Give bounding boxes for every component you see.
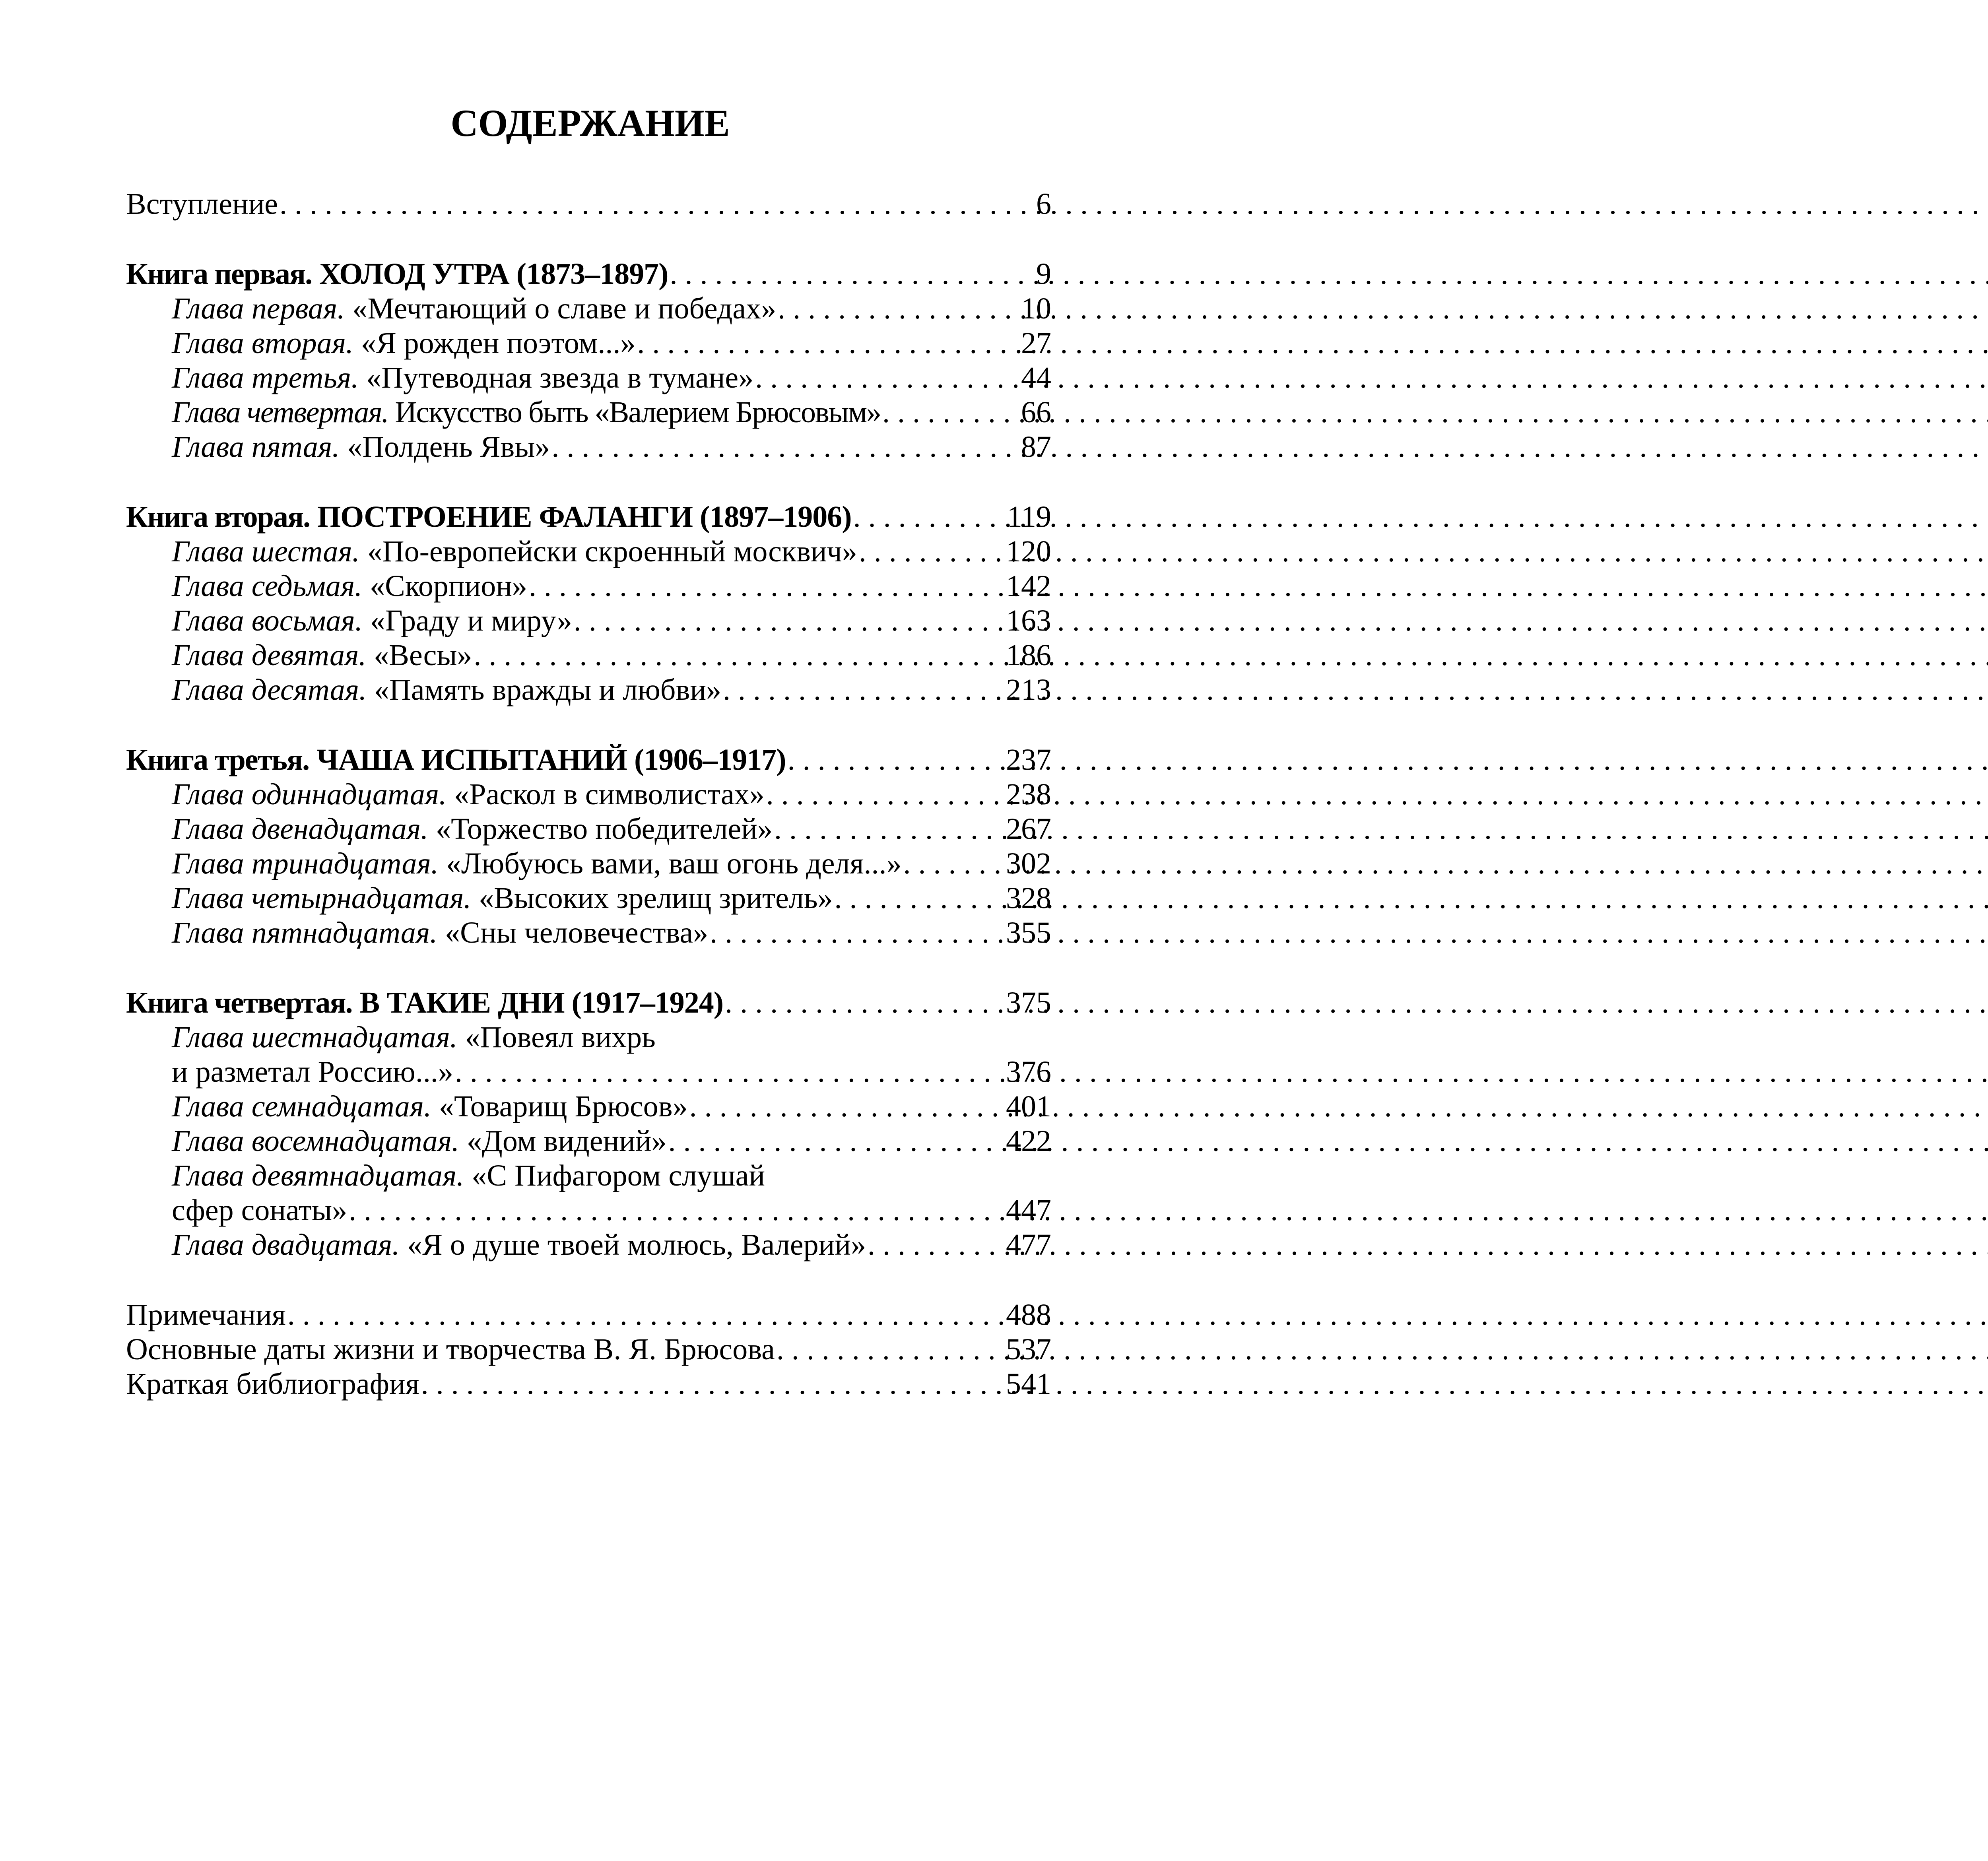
book-heading xyxy=(126,743,786,777)
book-label: Книга четвертая. xyxy=(126,986,352,1019)
dot-leader xyxy=(637,326,949,361)
toc-entry-book[interactable] xyxy=(126,743,1051,777)
chapter-title-cont: сфер сонаты» xyxy=(172,1193,348,1227)
chapter-title: «Высоких зрелищ зритель» xyxy=(479,881,833,915)
toc-entry-chapter[interactable] xyxy=(126,430,1051,464)
chapter-title: «Мечтающий о славе и победах» xyxy=(352,292,777,325)
page-number: 44 xyxy=(1021,361,1051,394)
dot-leader xyxy=(574,604,949,638)
dot-leader xyxy=(777,1332,949,1367)
book-title: ХОЛОД УТРА (1873–1897) xyxy=(319,257,668,291)
dot-leader xyxy=(725,986,949,1020)
chapter-title: Искусство быть «Валерием Брюсовым» xyxy=(395,396,881,429)
dot-leader xyxy=(670,257,949,291)
dot-leader xyxy=(903,846,949,881)
chapter-heading xyxy=(172,1228,866,1262)
book-label: Книга третья. xyxy=(126,743,309,776)
chapter-title: «Любуюсь вами, ваш огонь деля...» xyxy=(446,847,902,880)
toc-entry-chapter[interactable] xyxy=(126,534,1051,569)
page-number: 401 xyxy=(1006,1090,1051,1123)
chapter-heading xyxy=(172,1089,688,1124)
page-number: 376 xyxy=(1006,1055,1051,1089)
chapter-heading xyxy=(172,569,527,604)
toc-entry-intro[interactable] xyxy=(126,187,1051,221)
chapter-heading xyxy=(172,1020,656,1055)
table-of-contents xyxy=(126,187,1051,1401)
toc-entry-chapter[interactable] xyxy=(126,395,1051,430)
chapter-title: «Скорпион» xyxy=(370,569,527,603)
chapter-label: Глава пятая. xyxy=(172,430,340,464)
dot-leader xyxy=(788,743,949,777)
page-number: 541 xyxy=(1006,1367,1051,1401)
chapter-title: «Повеял вихрь xyxy=(465,1021,656,1054)
page-title: СОДЕРЖАНИЕ xyxy=(450,102,730,144)
chapter-title: «С Пифагором слушай xyxy=(472,1159,765,1192)
chapter-heading xyxy=(172,1159,765,1193)
toc-entry-chapter[interactable] xyxy=(126,916,1051,950)
page-number: 422 xyxy=(1006,1124,1051,1158)
chapter-heading xyxy=(172,534,857,569)
chapter-label: Глава шестая. xyxy=(172,535,360,568)
chapter-heading xyxy=(172,638,472,673)
toc-entry-appendix[interactable] xyxy=(126,1332,1051,1367)
chapter-label: Глава пятнадцатая. xyxy=(172,916,438,949)
chapter-title: «Дом видений» xyxy=(467,1124,667,1158)
chapter-heading xyxy=(172,916,708,950)
dot-leader xyxy=(280,187,949,221)
toc-entry-book[interactable] xyxy=(126,986,1051,1020)
chapter-label: Глава десятая. xyxy=(172,673,367,706)
toc-entry-chapter[interactable] xyxy=(126,604,1051,638)
chapter-title: «Товарищ Брюсов» xyxy=(439,1090,688,1123)
toc-entry-appendix[interactable] xyxy=(126,1298,1051,1332)
chapter-title: «Весы» xyxy=(374,638,472,672)
chapter-label: Глава восьмая. xyxy=(172,604,363,637)
chapter-label: Глава девятнадцатая. xyxy=(172,1159,464,1192)
toc-entry-chapter[interactable] xyxy=(126,777,1051,812)
page-number: 163 xyxy=(1006,604,1051,637)
book-title: ПОСТРОЕНИЕ ФАЛАНГИ (1897–1906) xyxy=(317,500,852,534)
dot-leader xyxy=(421,1367,949,1401)
chapter-label: Глава семнадцатая. xyxy=(172,1090,432,1123)
page-number: 27 xyxy=(1021,326,1051,360)
toc-entry-appendix[interactable] xyxy=(126,1367,1051,1401)
page-number: 213 xyxy=(1006,673,1051,706)
book-title: В ТАКИЕ ДНИ (1917–1924) xyxy=(359,986,724,1019)
chapter-label: Глава двадцатая. xyxy=(172,1228,400,1261)
toc-entry-chapter-line1[interactable] xyxy=(126,1020,1051,1055)
dot-leader xyxy=(755,361,949,395)
entry-title: Примечания xyxy=(126,1298,286,1331)
chapter-title: «Граду и миру» xyxy=(370,604,572,637)
toc-entry-book[interactable] xyxy=(126,500,1051,534)
book-title: ЧАША ИСПЫТАНИЙ (1906–1917) xyxy=(316,743,786,776)
toc-entry-chapter-line2[interactable] xyxy=(126,1193,1051,1228)
chapter-title: «Я рожден поэтом...» xyxy=(361,326,636,360)
book-heading xyxy=(126,986,723,1020)
chapter-label: Глава шестнадцатая. xyxy=(172,1021,458,1054)
dot-leader xyxy=(868,1228,949,1262)
toc-entry-chapter[interactable] xyxy=(126,291,1051,326)
dot-leader xyxy=(778,291,949,326)
entry-title: Основные даты жизни и творчества В. Я. Брюсова xyxy=(126,1333,775,1366)
page-number: 120 xyxy=(1006,535,1051,568)
page-number: 87 xyxy=(1021,430,1051,464)
chapter-heading xyxy=(172,1124,666,1159)
dot-leader xyxy=(349,1193,949,1228)
dot-leader xyxy=(766,777,949,812)
book-heading xyxy=(126,257,668,291)
dot-leader xyxy=(710,916,949,950)
toc-entry-chapter[interactable] xyxy=(126,326,1051,361)
dot-leader xyxy=(474,638,949,673)
chapter-heading xyxy=(172,395,881,430)
dot-leader xyxy=(287,1298,949,1332)
page-number: 302 xyxy=(1006,847,1051,880)
chapter-label: Глава третья. xyxy=(172,361,359,394)
page-number: 10 xyxy=(1021,292,1051,325)
chapter-heading xyxy=(172,604,572,638)
toc-entry-chapter[interactable] xyxy=(126,1089,1051,1124)
chapter-label: Глава седьмая. xyxy=(172,569,363,603)
chapter-title: «Путеводная звезда в тумане» xyxy=(366,361,754,394)
page-number: 537 xyxy=(1006,1333,1051,1366)
dot-leader xyxy=(882,395,949,430)
dot-leader xyxy=(455,1055,949,1089)
chapter-heading xyxy=(172,673,721,707)
book-label: Книга вторая. xyxy=(126,500,310,534)
toc-entry-chapter[interactable] xyxy=(126,638,1051,673)
chapter-label: Глава девятая. xyxy=(172,638,367,672)
page-number: 328 xyxy=(1006,881,1051,915)
chapter-title: «Сны человечества» xyxy=(445,916,709,949)
chapter-label: Глава четырнадцатая. xyxy=(172,881,472,915)
chapter-title: «По-европейски скроенный москвич» xyxy=(367,535,857,568)
page-number: 488 xyxy=(1006,1298,1051,1331)
toc-entry-chapter[interactable] xyxy=(126,569,1051,604)
page-number: 447 xyxy=(1006,1193,1051,1227)
chapter-heading xyxy=(172,812,773,846)
dot-leader xyxy=(668,1124,949,1159)
dot-leader xyxy=(834,881,949,916)
page-number: 355 xyxy=(1006,916,1051,949)
toc-entry-chapter-line2[interactable] xyxy=(126,1055,1051,1089)
chapter-title: «Раскол в символистах» xyxy=(454,778,765,811)
chapter-title: «Память вражды и любви» xyxy=(374,673,722,706)
chapter-title: «Торжество победителей» xyxy=(436,812,773,846)
book-label: Книга первая. xyxy=(126,257,312,291)
page-number: 6 xyxy=(1036,187,1051,221)
entry-title: Вступление xyxy=(126,187,278,221)
toc-entry-chapter-line1[interactable] xyxy=(126,1159,1051,1193)
chapter-title-cont: и разметал Россию...» xyxy=(172,1055,453,1089)
chapter-title: «Полдень Явы» xyxy=(347,430,550,464)
chapter-label: Глава восемнадцатая. xyxy=(172,1124,460,1158)
toc-entry-book[interactable] xyxy=(126,257,1051,291)
chapter-heading xyxy=(172,326,635,361)
chapter-heading xyxy=(172,430,550,464)
dot-leader xyxy=(859,534,949,569)
dot-leader xyxy=(774,812,949,846)
chapter-label: Глава одиннадцатая. xyxy=(172,778,447,811)
chapter-heading xyxy=(172,846,902,881)
toc-entry-chapter[interactable] xyxy=(126,881,1051,916)
toc-entry-chapter[interactable] xyxy=(126,673,1051,707)
page-number: 477 xyxy=(1006,1228,1051,1261)
chapter-heading xyxy=(172,881,833,916)
toc-entry-chapter[interactable] xyxy=(126,361,1051,395)
toc-entry-chapter[interactable] xyxy=(126,1228,1051,1262)
entry-title: Краткая библиография xyxy=(126,1367,419,1401)
chapter-heading xyxy=(172,361,753,395)
chapter-label: Глава первая. xyxy=(172,292,345,325)
chapter-label: Глава двенадцатая. xyxy=(172,812,429,846)
page-number: 119 xyxy=(1007,500,1051,534)
dot-leader xyxy=(723,673,949,707)
chapter-label: Глава тринадцатая. xyxy=(172,847,439,880)
dot-leader xyxy=(853,500,949,534)
chapter-heading xyxy=(172,291,776,326)
page-number: 237 xyxy=(1006,743,1051,776)
toc-entry-chapter[interactable] xyxy=(126,1124,1051,1159)
toc-entry-chapter[interactable] xyxy=(126,846,1051,881)
toc-entry-chapter[interactable] xyxy=(126,812,1051,846)
dot-leader xyxy=(529,569,949,604)
page-number: 186 xyxy=(1006,638,1051,672)
page-number: 375 xyxy=(1006,986,1051,1019)
chapter-label: Глава вторая. xyxy=(172,326,353,360)
dot-leader xyxy=(689,1089,949,1124)
page-number: 238 xyxy=(1006,778,1051,811)
chapter-title: «Я о душе твоей молюсь, Валерий» xyxy=(407,1228,866,1261)
page-number: 142 xyxy=(1006,569,1051,603)
dot-leader xyxy=(551,430,949,464)
page-number: 9 xyxy=(1036,257,1051,291)
book-heading xyxy=(126,500,852,534)
page-number: 66 xyxy=(1021,396,1051,429)
chapter-label: Глава четвертая. xyxy=(172,396,388,429)
chapter-heading xyxy=(172,777,765,812)
page-number: 267 xyxy=(1006,812,1051,846)
